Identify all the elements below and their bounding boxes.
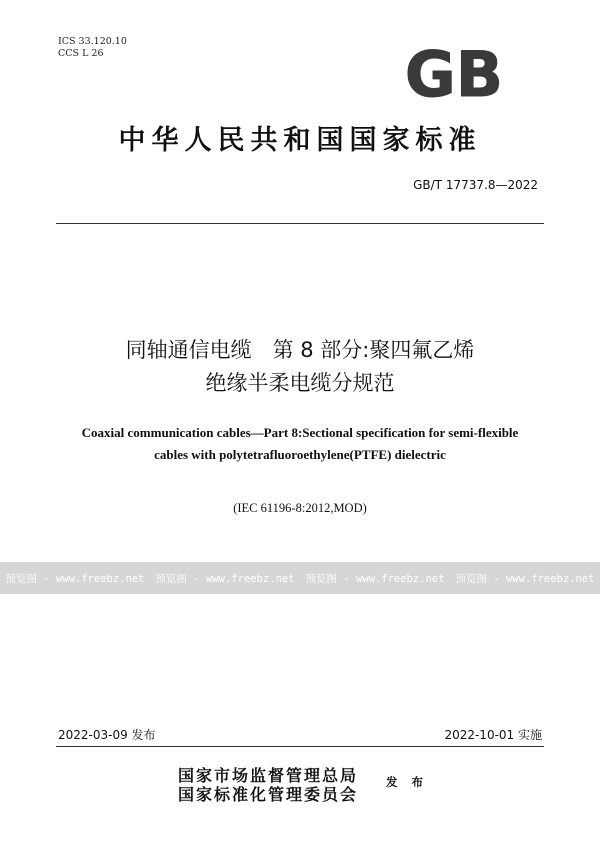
english-title-line-2: cables with polytetrafluoroethylene(PTFE) dielectric	[154, 447, 446, 462]
issuing-authorities	[178, 766, 358, 804]
chinese-title-line-1: 同轴通信电缆 第 8 部分:聚四氟乙烯	[125, 338, 475, 362]
watermark-band	[0, 562, 600, 594]
english-title-line-1: Coaxial communication cables—Part 8:Sectional specification for semi-flexible	[81, 425, 519, 440]
publish-label: 发 布	[386, 775, 429, 789]
gb-logo-text: GB	[404, 44, 504, 104]
watermark-text: 预览图 - www.freebz.net	[5, 572, 145, 585]
standard-type-title: 中华人民共和国国家标准	[118, 125, 482, 156]
watermark-text: 预览图 - www.freebz.net	[305, 572, 445, 585]
ccs-code: CCS L 26	[58, 48, 104, 59]
implementation-date: 2022-10-01 实施	[444, 728, 542, 742]
footer-divider	[56, 746, 544, 747]
chinese-title-line-2: 绝缘半柔电缆分规范	[205, 371, 395, 395]
standard-number: GB/T 17737.8—2022	[413, 178, 538, 192]
header-divider	[56, 223, 544, 224]
issue-date: 2022-03-09 发布	[58, 728, 156, 742]
issuer-line-2: 国家标准化管理委员会	[178, 785, 359, 804]
gb-logo	[396, 44, 512, 104]
watermark-text: 预览图 - www.freebz.net	[155, 572, 295, 585]
issuer-line-1: 国家市场监督管理总局	[178, 766, 359, 785]
adoption-note: (IEC 61196-8:2012,MOD)	[233, 501, 367, 515]
classification-codes	[58, 36, 127, 60]
watermark-text: 预览图 - www.freebz.net	[455, 572, 595, 585]
ics-code: ICS 33.120.10	[58, 36, 127, 47]
